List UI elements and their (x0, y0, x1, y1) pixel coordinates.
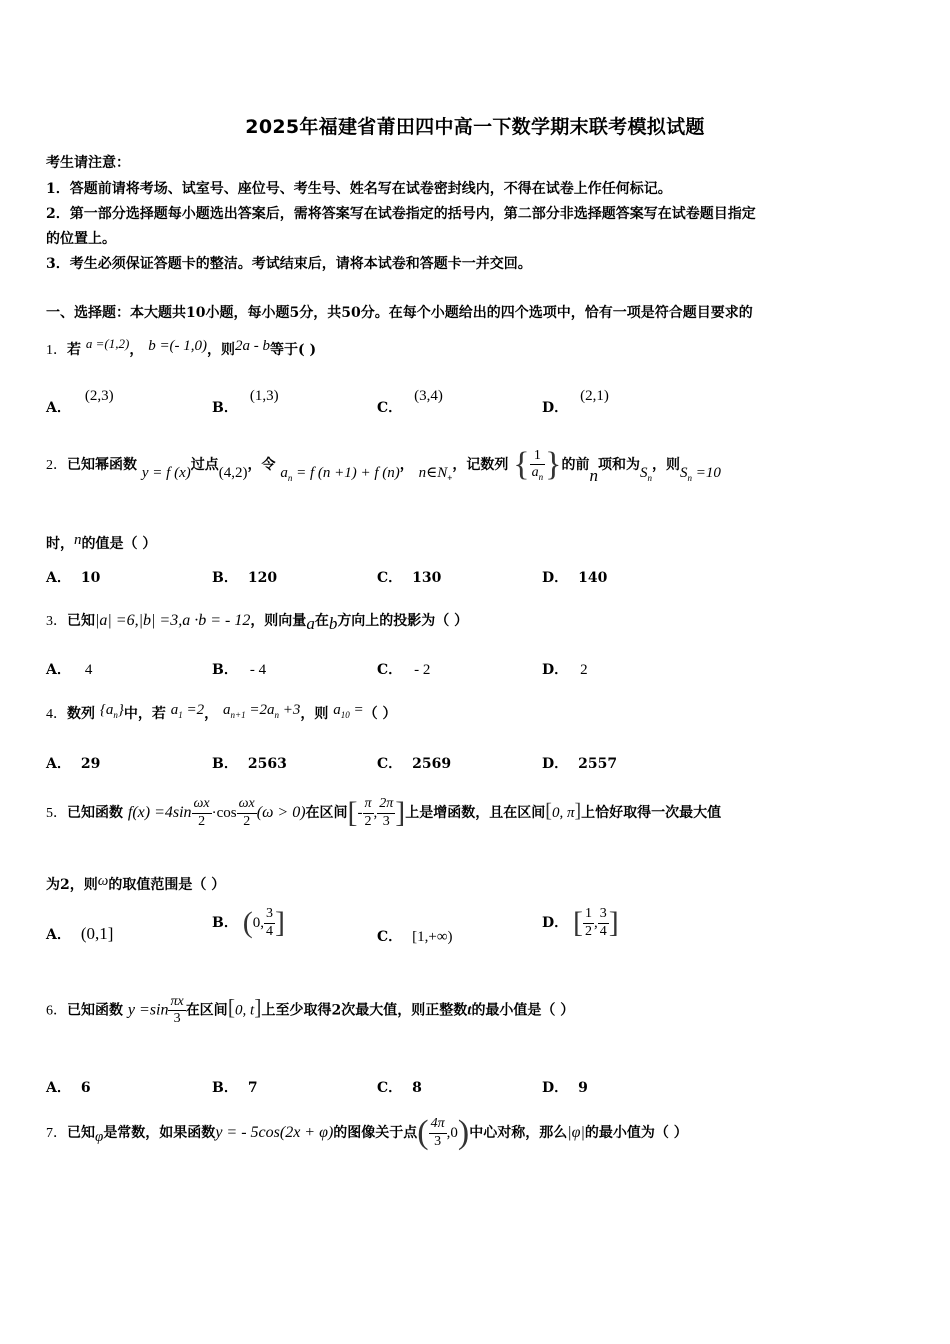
notice-item-2-cont: 的位置上。 (46, 231, 116, 247)
function-expr: y = f (x) (141, 465, 191, 481)
option-label: C． (377, 929, 403, 945)
option-value: [1,+∞) (412, 929, 453, 945)
option-a[interactable] (46, 753, 100, 773)
q-math: ωx (192, 796, 212, 813)
bracket-right: ] (395, 796, 406, 829)
q-math: ωx (237, 796, 257, 813)
vector-a: a =(1,2) (85, 336, 130, 351)
notice-item-3: 3．考生必须保证答题卡的整洁。考试结束后，请将本试卷和答题卡一并交回。 (46, 256, 532, 272)
q-math: 3 (264, 906, 275, 923)
q-math: S (679, 465, 688, 481)
q-math: a (333, 702, 341, 718)
option-label: B． (212, 756, 238, 772)
option-d[interactable] (542, 388, 609, 417)
option-label: D． (542, 756, 569, 772)
q-math: n (538, 471, 544, 482)
option-label: B． (212, 915, 238, 931)
option-a[interactable] (46, 388, 114, 417)
option-label: D． (542, 1080, 569, 1096)
fraction (237, 796, 257, 829)
paren-left: ( (417, 1114, 429, 1151)
q-math: =10 (695, 465, 721, 481)
bracket-left: [ (227, 994, 236, 1020)
fraction (530, 448, 546, 482)
question-2-cont (46, 532, 156, 553)
q-text: 的最小值是（ ） (471, 1002, 575, 1019)
option-label: C． (377, 1080, 403, 1096)
q-text: 在 (314, 613, 329, 629)
condition: |a| =6,|b| =3,a ·b = - 12 (95, 612, 251, 629)
q-text: 数列 (67, 706, 95, 722)
option-value: 10 (80, 570, 101, 586)
question-7 (46, 1114, 688, 1152)
option-label: D． (542, 915, 569, 931)
option-label: A． (46, 927, 71, 943)
bracket-left: [ (573, 906, 584, 939)
q-math: 3 (382, 813, 390, 829)
option-a[interactable] (46, 567, 100, 587)
bracket-right: ] (274, 906, 285, 939)
option-label: D． (542, 662, 569, 678)
question-number: 1． (46, 343, 67, 358)
option-label: A． (46, 756, 71, 772)
q-text: ，则 (207, 342, 236, 358)
q-text: 的最小值为（ ） (584, 1125, 688, 1141)
option-d[interactable] (542, 753, 617, 773)
exam-title: 2025年福建省莆田四中高一下数学期末联考模拟试题 (245, 116, 705, 138)
q-math: S (639, 465, 648, 481)
q-text: ，则 (300, 706, 329, 722)
q-math: n (647, 473, 652, 483)
q-text: ， (129, 342, 144, 358)
brace-right: } (545, 446, 562, 483)
q-math: 3 (598, 906, 609, 923)
q-math: π (363, 796, 374, 813)
sequence (100, 702, 124, 718)
q-text: 的图像关于点 (333, 1125, 418, 1141)
option-value: 2563 (247, 756, 287, 772)
q-text: ， (399, 457, 414, 473)
n-condition (419, 465, 453, 481)
q-text: 在区间 (305, 805, 348, 821)
bracket-left: [ (545, 800, 552, 822)
vector-b: b (328, 614, 338, 633)
q-math: n (687, 473, 692, 483)
option-value: 2569 (412, 756, 452, 772)
q-text: 项和为 (597, 457, 640, 473)
q-text: 上是增函数，且在区间 (405, 805, 546, 821)
sum-S (640, 465, 652, 481)
option-a[interactable] (46, 924, 113, 944)
question-5 (46, 796, 721, 830)
notice-item-2: 2．第一部分选择题每小题选出答案后，需将答案写在试卷指定的括号内，第二部分非选择题答案写在试卷题目指定 (46, 206, 756, 222)
q-text: 已知幂函数 (67, 457, 137, 473)
option-d[interactable] (542, 906, 619, 940)
q-text: ，记数列 (452, 457, 509, 473)
q-text: 已知函数 (67, 1002, 123, 1019)
bracket-right: ] (574, 800, 582, 822)
q-math: =2a (249, 702, 275, 718)
brace-left: { (513, 446, 530, 483)
condition: (ω > 0) (256, 804, 306, 821)
option-label: B． (212, 662, 238, 678)
q-math: 3 (434, 1133, 442, 1149)
q-math: 1 (583, 906, 594, 923)
q-text: （ ） (363, 706, 397, 722)
question-number: 4． (46, 707, 67, 722)
q-text: 方向上的投影为（ ） (337, 613, 469, 629)
q-math: 2 (364, 813, 372, 829)
q-math: ,0 (446, 1125, 458, 1141)
q-math: } (117, 702, 124, 718)
function-expr: y = - 5cos(2x + φ) (215, 1124, 334, 1141)
option-a[interactable] (46, 659, 92, 679)
q-math: n+1 (230, 710, 246, 720)
option-d[interactable] (542, 1077, 588, 1097)
option-label: B． (212, 570, 238, 586)
option-c[interactable] (377, 388, 443, 417)
option-d[interactable] (542, 567, 607, 587)
q-text: 过点 (190, 457, 219, 473)
q-math: n (74, 532, 82, 548)
q-math: =2 (186, 702, 205, 718)
vector-a: a (306, 614, 315, 633)
question-number: 6． (46, 1003, 67, 1019)
q-text: 的取值范围是（ ） (108, 877, 226, 893)
q-text: ， (204, 706, 219, 722)
option-label: A． (46, 400, 71, 416)
option-b[interactable] (212, 753, 287, 773)
q-text: 为2，则 (46, 877, 98, 893)
q-math: a (170, 702, 179, 718)
option-b[interactable] (212, 906, 285, 940)
option-c[interactable] (377, 926, 453, 946)
recurrence (223, 702, 300, 718)
point: (4,2) (218, 465, 248, 481)
option-value: 4 (84, 662, 93, 678)
q-math: n∈N (418, 465, 448, 481)
option-c[interactable] (377, 659, 430, 679)
q-math: 10 (340, 710, 350, 720)
interval: 0, t (235, 1002, 255, 1019)
q-math: t (467, 1002, 472, 1019)
question-1 (46, 336, 316, 359)
option-label: B． (212, 1080, 238, 1096)
q-text: ，则 (651, 457, 680, 473)
fraction (363, 796, 374, 829)
option-d[interactable] (542, 659, 588, 679)
expression: 2a - b (235, 338, 271, 354)
option-b[interactable] (212, 388, 279, 417)
paren-right: ) (457, 1114, 470, 1151)
q-math: 2 (198, 813, 206, 829)
question-4 (46, 702, 396, 723)
fraction (377, 796, 395, 829)
option-value: 140 (578, 570, 608, 586)
option-label: D． (542, 400, 569, 416)
question-6 (46, 994, 574, 1027)
bracket-right: ] (608, 906, 619, 939)
q-math: 1 (530, 448, 546, 465)
option-b[interactable] (212, 659, 266, 679)
q-text: 中心对称，那么 (469, 1125, 568, 1141)
q-text: 时， (46, 536, 74, 552)
option-value: 130 (412, 570, 442, 586)
option-value: 8 (412, 1080, 422, 1096)
option-label: C． (377, 570, 403, 586)
q-math: +3 (282, 702, 301, 718)
comma: , (373, 805, 378, 821)
notice-heading: 考生请注意： (46, 155, 130, 171)
q-math: = (353, 702, 364, 718)
option-value: 6 (80, 1080, 91, 1096)
q-math: 2 (585, 923, 593, 939)
q-text: 若 (67, 342, 81, 358)
sum-equation (680, 465, 721, 481)
q-text: 是常数，如果函数 (103, 1125, 216, 1141)
q-text: 的前 (561, 457, 590, 473)
interval: 0, π (551, 805, 575, 821)
bracket-left: [ (347, 796, 358, 829)
option-value: (2,1) (580, 388, 609, 404)
bracket-right: ] (254, 994, 262, 1020)
question-5-cont (46, 873, 225, 894)
q-math: a (223, 702, 231, 718)
fraction (168, 994, 185, 1027)
option-value: - 2 (414, 662, 431, 678)
fraction (429, 1116, 447, 1149)
q-math: a (531, 464, 539, 480)
option-label: C． (377, 662, 403, 678)
q-text: 中，若 (123, 706, 166, 722)
option-b[interactable] (212, 567, 277, 587)
question-3 (46, 610, 468, 634)
option-value: (0,1] (80, 924, 114, 943)
q-math: ·cos (211, 805, 237, 821)
option-label: C． (377, 756, 403, 772)
option-value: 2557 (578, 756, 618, 772)
q-math: 4 (599, 923, 607, 939)
q-math: 4 (265, 923, 273, 939)
fraction (598, 906, 609, 939)
option-label: A． (46, 1080, 71, 1096)
q-text: 已知 (67, 1125, 95, 1141)
option-value: 9 (578, 1080, 588, 1096)
notice-item-1: 1．答题前请将考场、试室号、座位号、考生号、姓名写在试卷密封线内，不得在试卷上作任何标记。 (46, 181, 672, 197)
q-text: 已知函数 (67, 805, 123, 821)
q-math: a (280, 465, 288, 481)
q-text: 的值是（ ） (81, 536, 157, 552)
option-value: 7 (247, 1080, 258, 1096)
option-label: D． (542, 570, 569, 586)
option-c[interactable] (377, 567, 441, 587)
q-math: n (274, 710, 279, 720)
q-text: 等于( ) (270, 342, 317, 358)
q-math: πx (168, 994, 185, 1011)
q-math: ω (97, 873, 109, 889)
question-number: 5． (46, 806, 67, 821)
option-label: B． (212, 400, 238, 416)
q-math: 4π (429, 1116, 447, 1133)
option-a[interactable] (46, 1077, 91, 1097)
q-math (530, 465, 546, 482)
option-value: 2 (580, 662, 588, 678)
section-heading: 一、选择题：本大题共10小题，每小题5分，共50分。在每个小题给出的四个选项中，恰有一项是符合题目要求的 (46, 305, 753, 321)
q-text: ，令 (247, 457, 276, 473)
q-math: + (447, 473, 453, 483)
q-text: 在区间 (185, 1002, 228, 1019)
q-text: 上至少取得2次最大值，则正整数 (261, 1002, 468, 1019)
q-math: |φ| (567, 1124, 585, 1141)
q-math: φ (95, 1129, 104, 1145)
q-math: n (287, 473, 293, 483)
question-number: 7． (46, 1126, 67, 1141)
question-number: 3． (46, 614, 67, 629)
option-value: 0, (252, 915, 264, 931)
q-math: 2 (243, 813, 251, 829)
comma: , (594, 915, 598, 931)
paren-left: ( (242, 906, 253, 939)
option-value: (3,4) (414, 388, 443, 404)
q-math: = f (n +1) + f (n) (296, 465, 400, 481)
option-value: 29 (80, 756, 101, 772)
q-math: 2π (377, 796, 395, 813)
option-value: (1,3) (249, 388, 279, 404)
option-c[interactable] (377, 1077, 422, 1097)
q-text: ，则向量 (250, 613, 307, 629)
function-expr: y =sin (127, 1001, 169, 1019)
a10-term (333, 702, 363, 718)
q-text: 已知 (67, 613, 95, 629)
q-math: n (589, 466, 598, 485)
option-value: (2,3) (84, 388, 114, 404)
option-value: 120 (247, 570, 278, 586)
option-label: C． (377, 400, 403, 416)
function-expr: f(x) =4sin (127, 804, 192, 821)
q-math: 1 (178, 710, 183, 720)
option-b[interactable] (212, 1077, 258, 1097)
q-math: 3 (173, 1011, 181, 1027)
an-term (280, 465, 399, 481)
option-label: A． (46, 570, 71, 586)
q-math: {a (99, 702, 114, 718)
fraction (264, 906, 275, 939)
option-c[interactable] (377, 753, 451, 773)
q-text: 上恰好取得一次最大值 (581, 805, 722, 821)
vector-b: b =(- 1,0) (148, 338, 208, 354)
a1-value (171, 702, 204, 718)
fraction (192, 796, 212, 829)
fraction (583, 906, 594, 939)
question-2 (46, 446, 721, 486)
q-math: n (113, 710, 118, 720)
q-math: - (357, 805, 363, 821)
option-value: - 4 (249, 662, 267, 678)
question-number: 2． (46, 458, 67, 473)
option-label: A． (46, 662, 71, 678)
